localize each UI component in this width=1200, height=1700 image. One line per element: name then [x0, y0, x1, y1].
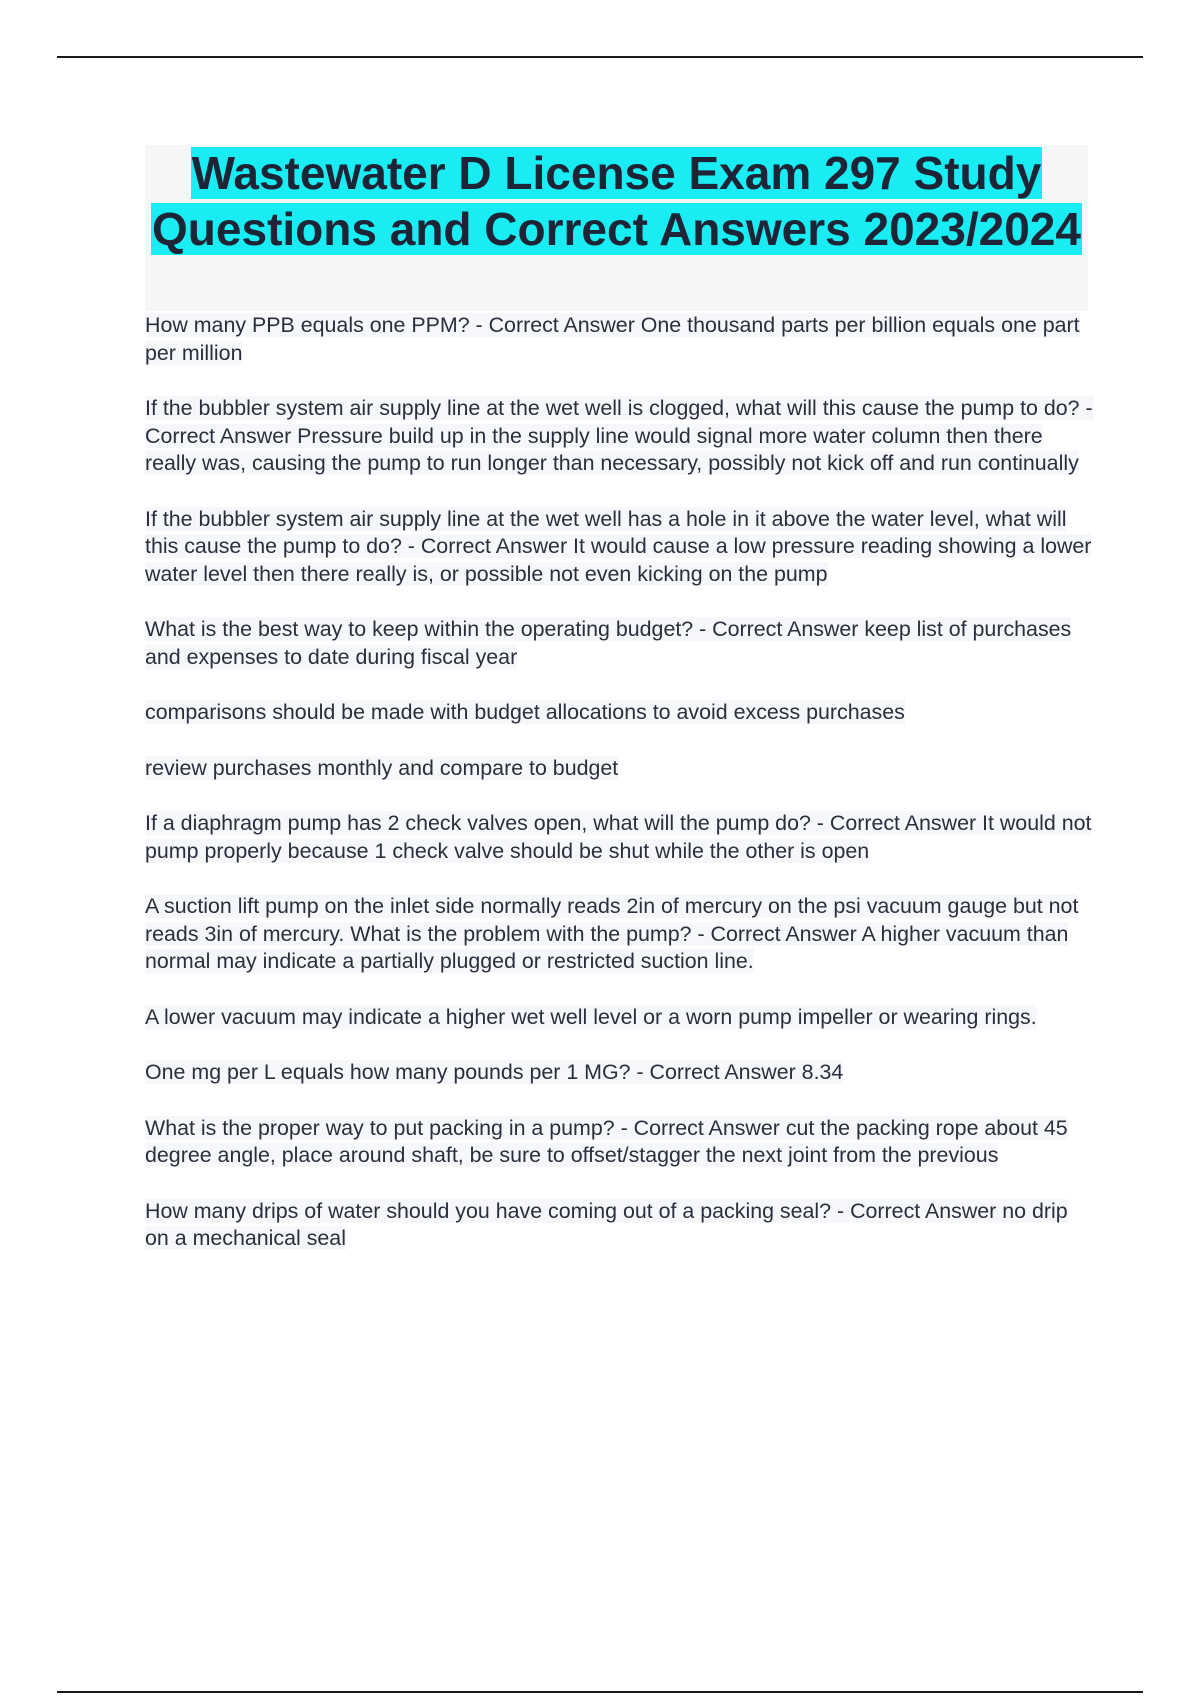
top-rule: [57, 56, 1143, 58]
paragraph: If the bubbler system air supply line at the wet well is clogged, what will this cause the pump to do? - Correct Answer Pressure build up in the supply line would signal more water column then there really was, causing the pump to run longer than necessary, possibly not kick off and run continually: [145, 396, 1093, 475]
paragraph: review purchases monthly and compare to budget: [145, 755, 619, 780]
paragraph: comparisons should be made with budget allocations to avoid excess purchases: [145, 700, 905, 724]
paragraph: A suction lift pump on the inlet side normally reads 2in of mercury on the psi vacuum gauge but not reads 3in of mercury. What is the problem with the pump? - Correct Answer A higher vacuum than normal may indicate a partially plugged or restricted suction line.: [145, 894, 1079, 973]
paragraph: What is the proper way to put packing in a pump? - Correct Answer cut the packing rope about 45 degree angle, place around shaft, be sure to offset/stagger the next joint from the previous: [145, 1115, 1068, 1167]
bottom-rule: [57, 1691, 1143, 1693]
paragraph: How many drips of water should you have coming out of a packing seal? - Correct Answer no drip on a mechanical seal: [145, 1198, 1068, 1250]
paragraph: If the bubbler system air supply line at the wet well has a hole in it above the water level, what will this cause the pump to do? - Correct Answer It would cause a low pressure reading showing a lower water level then there really is, or possible not even kicking on the pump: [145, 506, 1092, 586]
document-title: [145, 145, 1088, 257]
paragraph: A lower vacuum may indicate a higher wet well level or a worn pump impeller or wearing rings.: [145, 1004, 1037, 1029]
paragraph: One mg per L equals how many pounds per 1 MG? - Correct Answer 8.34: [145, 1060, 844, 1084]
document-body: [145, 312, 1095, 1281]
paragraph: If a diaphragm pump has 2 check valves open, what will the pump do? - Correct Answer It would not pump properly because 1 check valve should be shut while the other is open: [145, 811, 1092, 863]
paragraph: What is the best way to keep within the operating budget? - Correct Answer keep list of purchases and expenses to date during fiscal year: [145, 617, 1072, 669]
title-block: [145, 145, 1088, 311]
title-highlight: Wastewater D License Exam 297 Study Questions and Correct Answers 2023/2024: [152, 147, 1081, 255]
paragraph: How many PPB equals one PPM? - Correct Answer One thousand parts per billion equals one part per million: [145, 313, 1080, 365]
